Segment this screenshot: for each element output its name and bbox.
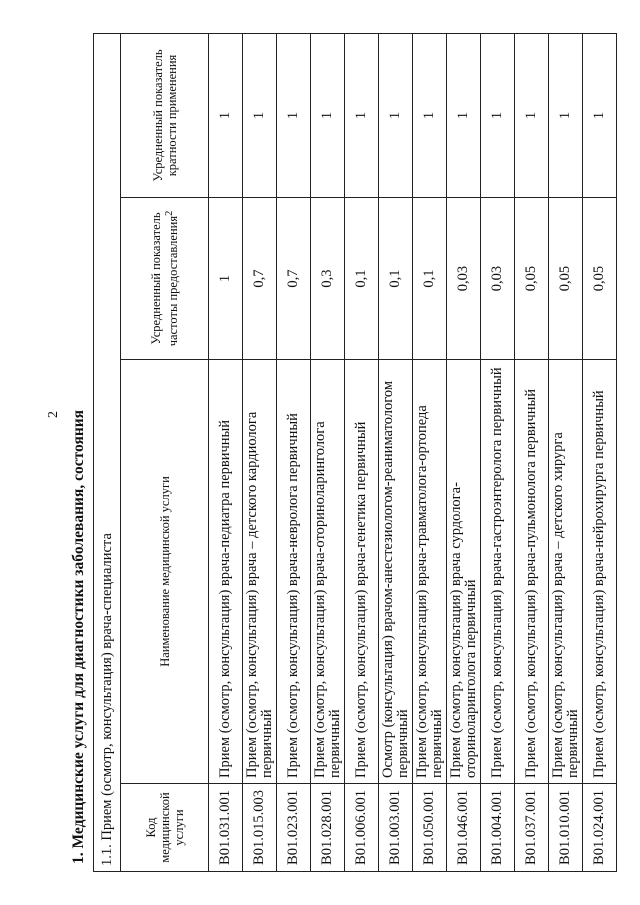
header-frequency xyxy=(121,198,209,360)
service-name: Прием (осмотр, консультация) врача-гастроэнтеролога первичный xyxy=(481,360,515,784)
footnote-marker: 2 xyxy=(163,210,175,216)
multiplicity-value: 1 xyxy=(413,33,447,197)
multiplicity-value: 1 xyxy=(345,33,379,197)
service-name: Прием (осмотр, консультация) врача-педиатра первичный xyxy=(209,360,243,784)
table-row xyxy=(549,33,583,871)
service-code: B01.004.001 xyxy=(481,784,515,872)
multiplicity-value: 1 xyxy=(311,33,345,197)
frequency-value: 0,3 xyxy=(311,198,345,360)
frequency-value: 0,03 xyxy=(481,198,515,360)
multiplicity-value: 1 xyxy=(549,33,583,197)
table-row xyxy=(583,33,617,871)
service-code: B01.046.001 xyxy=(447,784,481,872)
frequency-value: 0,05 xyxy=(515,198,549,360)
multiplicity-value: 1 xyxy=(447,33,481,197)
table-row xyxy=(379,33,413,871)
multiplicity-value: 1 xyxy=(583,33,617,197)
table-row xyxy=(277,33,311,871)
header-multiplicity: Усредненный показатель кратности применения xyxy=(121,33,209,197)
service-code: B01.003.001 xyxy=(379,784,413,872)
document-body xyxy=(65,34,605,872)
service-code: B01.031.001 xyxy=(209,784,243,872)
table-row xyxy=(515,33,549,871)
table-row xyxy=(481,33,515,871)
frequency-value: 0,1 xyxy=(413,198,447,360)
service-code: B01.028.001 xyxy=(311,784,345,872)
frequency-value: 0,7 xyxy=(277,198,311,360)
service-code: B01.037.001 xyxy=(515,784,549,872)
service-name: Осмотр (консультация) врачом-анестезиологом-реаниматологом первичный xyxy=(379,360,413,784)
service-name: Прием (осмотр, консультация) врача-оториноларинголога первичный xyxy=(311,360,345,784)
subsection-row xyxy=(94,33,121,871)
frequency-value: 0,05 xyxy=(549,198,583,360)
service-name: Прием (осмотр, консультация) врача-невролога первичный xyxy=(277,360,311,784)
section-title: 1. Медицинские услуги для диагностики заболевания, состояния xyxy=(70,409,87,864)
table-row xyxy=(311,33,345,871)
multiplicity-value: 1 xyxy=(243,33,277,197)
table-row xyxy=(209,33,243,871)
service-code: B01.006.001 xyxy=(345,784,379,872)
service-code: B01.015.003 xyxy=(243,784,277,872)
multiplicity-value: 1 xyxy=(379,33,413,197)
multiplicity-value: 1 xyxy=(515,33,549,197)
service-name: Прием (осмотр, консультация) врача-пульмонолога первичный xyxy=(515,360,549,784)
table-row xyxy=(345,33,379,871)
subsection-title: 1.1. Прием (осмотр, консультация) врача-специалиста xyxy=(94,33,121,871)
service-name: Прием (осмотр, консультация) врача сурдолога-оториноларинголога первичный xyxy=(447,360,481,784)
table-row xyxy=(243,33,277,871)
service-name: Прием (осмотр, консультация) врача-травматолога-ортопеда первичный xyxy=(413,360,447,784)
service-name: Прием (осмотр, консультация) врача – детского хирурга первичный xyxy=(549,360,583,784)
services-table xyxy=(93,33,617,872)
frequency-value: 0,05 xyxy=(583,198,617,360)
page-number: 2 xyxy=(46,411,61,418)
service-name: Прием (осмотр, консультация) врача-генетика первичный xyxy=(345,360,379,784)
frequency-value: 0,03 xyxy=(447,198,481,360)
multiplicity-value: 1 xyxy=(277,33,311,197)
service-name: Прием (осмотр, консультация) врача-нейрохирурга первичный xyxy=(583,360,617,784)
frequency-value: 0,1 xyxy=(345,198,379,360)
service-code: B01.024.001 xyxy=(583,784,617,872)
service-code: B01.023.001 xyxy=(277,784,311,872)
header-code: Код медицинской услуги xyxy=(121,784,209,872)
frequency-value: 0,1 xyxy=(379,198,413,360)
header-frequency-text: Усредненный показатель частоты предоставления xyxy=(148,212,181,347)
header-row xyxy=(121,33,209,871)
table-row xyxy=(447,33,481,871)
service-code: B01.010.001 xyxy=(549,784,583,872)
multiplicity-value: 1 xyxy=(209,33,243,197)
header-name: Наименование медицинской услуги xyxy=(121,360,209,784)
table-body xyxy=(209,33,617,871)
table-row xyxy=(413,33,447,871)
multiplicity-value: 1 xyxy=(481,33,515,197)
service-code: B01.050.001 xyxy=(413,784,447,872)
frequency-value: 0,7 xyxy=(243,198,277,360)
frequency-value: 1 xyxy=(209,198,243,360)
service-name: Прием (осмотр, консультация) врача – детского кардиолога первичный xyxy=(243,360,277,784)
